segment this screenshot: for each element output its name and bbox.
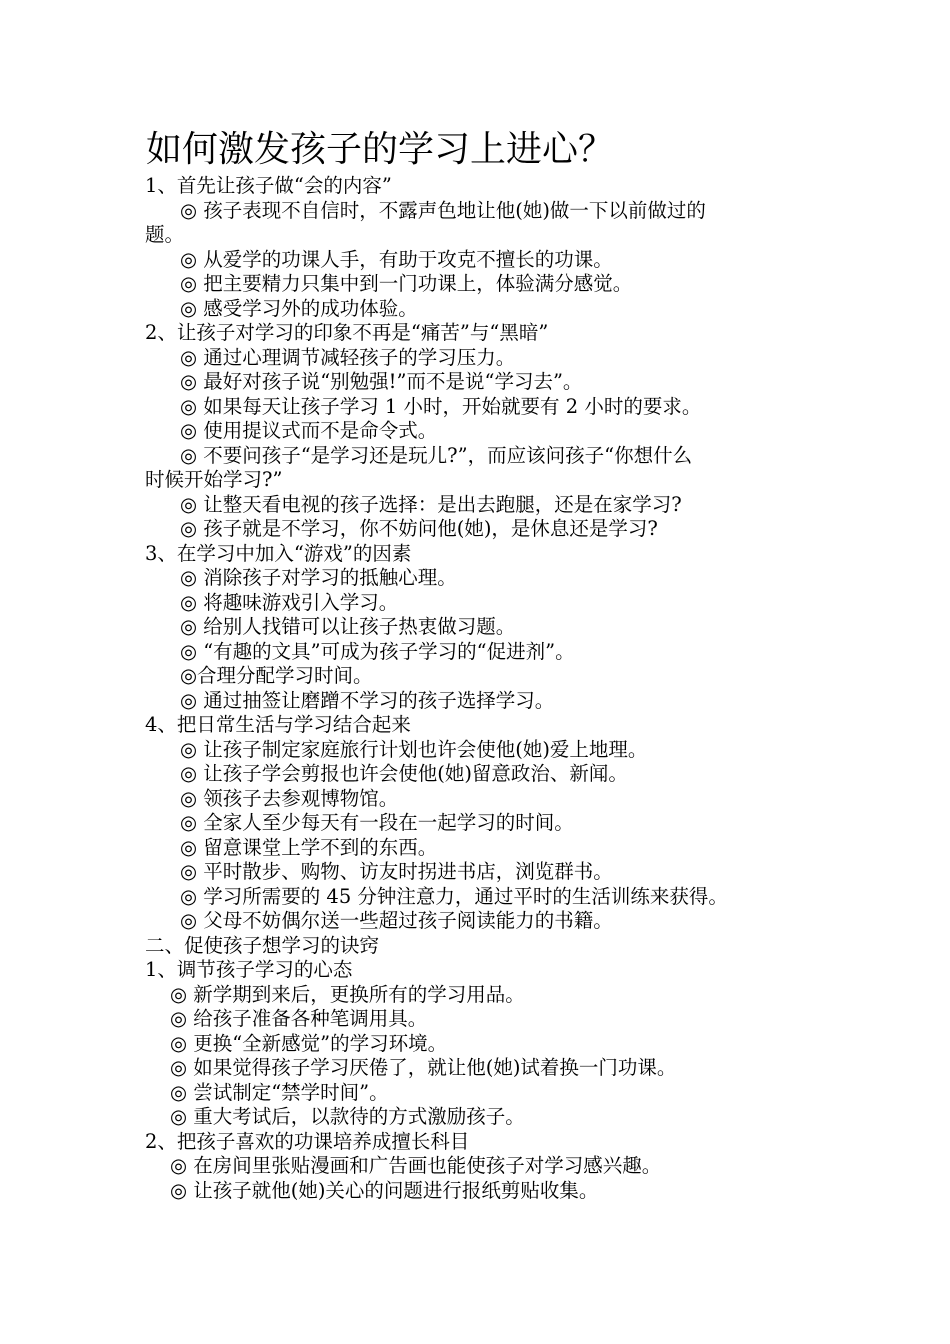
bullet-item: ◎ “有趣的文具”可成为孩子学习的“促进剂”。 <box>180 639 575 663</box>
bullet-item: ◎ 最好对孩子说“别勉强!”而不是说“学习去”。 <box>180 370 583 393</box>
bullet-item: ◎ 通过抽签让磨蹭不学习的孩子选择学习。 <box>180 688 555 712</box>
bullet-item: ◎ 新学期到来后，更换所有的学习用品。 <box>170 982 525 1006</box>
bullet-item: ◎ 重大考试后，以款待的方式激励孩子。 <box>170 1105 525 1128</box>
section-heading: 二、促使孩子想学习的诀窍 <box>145 933 380 957</box>
bullet-item: ◎ 平时散步、购物、访友时拐进书店，浏览群书。 <box>180 860 613 883</box>
bullet-item: ◎ 尝试制定“禁学时间”。 <box>170 1080 389 1104</box>
bullet-item: ◎ 孩子表现不自信时，不露声色地让他(她)做一下以前做过的 <box>180 198 706 222</box>
bullet-item: ◎ 从爱学的功课人手，有助于攻克不擅长的功课。 <box>180 247 613 271</box>
bullet-item: ◎ 让孩子制定家庭旅行计划也许会使他(她)爱上地理。 <box>180 737 648 761</box>
bullet-item: ◎ 给孩子准备各种笔调用具。 <box>170 1007 428 1030</box>
bullet-item: ◎ 让整天看电视的孩子选择：是出去跑腿，还是在家学习? <box>180 492 682 516</box>
page-title: 如何激发孩子的学习上进心？ <box>146 129 615 170</box>
bullet-item: ◎ 让孩子学会剪报也许会使他(她)留意政治、新闻。 <box>180 762 628 785</box>
continuation-line: 时候开始学习?” <box>145 468 283 491</box>
bullet-item: ◎ 留意课堂上学不到的东西。 <box>180 835 438 859</box>
bullet-item: ◎ 领孩子去参观博物馆。 <box>180 786 399 810</box>
bullet-item: ◎ 通过心理调节减轻孩子的学习压力。 <box>180 345 516 369</box>
bullet-item: ◎ 不要问孩子“是学习还是玩儿?”，而应该问孩子“你想什么 <box>180 443 693 467</box>
bullet-item: ◎ 父母不妨偶尔送一些超过孩子阅读能力的书籍。 <box>180 909 613 932</box>
bullet-item: ◎ 更换“全新感觉”的学习环境。 <box>170 1031 448 1055</box>
bullet-item: ◎ 给别人找错可以让孩子热衷做习题。 <box>180 615 516 638</box>
section-heading: 3、在学习中加入“游戏”的因素 <box>145 541 412 565</box>
bullet-item: ◎ 在房间里张贴漫画和广告画也能使孩子对学习感兴趣。 <box>170 1154 662 1177</box>
section-heading: 1、首先让孩子做“会的内容” <box>145 174 392 197</box>
bullet-item: ◎ 如果觉得孩子学习厌倦了，就让他(她)试着换一门功课。 <box>170 1056 677 1079</box>
bullet-item: ◎ 全家人至少每天有一段在一起学习的时间。 <box>180 811 574 834</box>
bullet-item: ◎合理分配学习时间。 <box>180 664 373 687</box>
document-body <box>145 174 810 1203</box>
bullet-item: ◎ 把主要精力只集中到一门功课上，体验满分感觉。 <box>180 272 633 295</box>
section-heading: 1、调节孩子学习的心态 <box>145 958 353 981</box>
bullet-item: ◎ 孩子就是不学习，你不妨问他(她)，是休息还是学习? <box>180 517 658 540</box>
continuation-line: 题。 <box>145 223 185 246</box>
bullet-item: ◎ 学习所需要的 45 分钟注意力，通过平时的生活训练来获得。 <box>180 884 728 908</box>
bullet-item: ◎ 使用提议式而不是命令式。 <box>180 419 438 442</box>
section-heading: 2、把孩子喜欢的功课培养成擅长科目 <box>145 1129 470 1153</box>
section-heading: 4、把日常生活与学习结合起来 <box>145 713 411 736</box>
bullet-item: ◎ 如果每天让孩子学习 1 小时，开始就要有 2 小时的要求。 <box>180 394 702 418</box>
section-heading: 2、让孩子对学习的印象不再是“痛苦”与“黑暗” <box>145 321 549 344</box>
bullet-item: ◎ 感受学习外的成功体验。 <box>180 296 418 320</box>
bullet-item: ◎ 让孩子就他(她)关心的问题进行报纸剪贴收集。 <box>170 1178 599 1202</box>
bullet-item: ◎ 将趣味游戏引入学习。 <box>180 590 399 614</box>
bullet-item: ◎ 消除孩子对学习的抵触心理。 <box>180 566 457 589</box>
